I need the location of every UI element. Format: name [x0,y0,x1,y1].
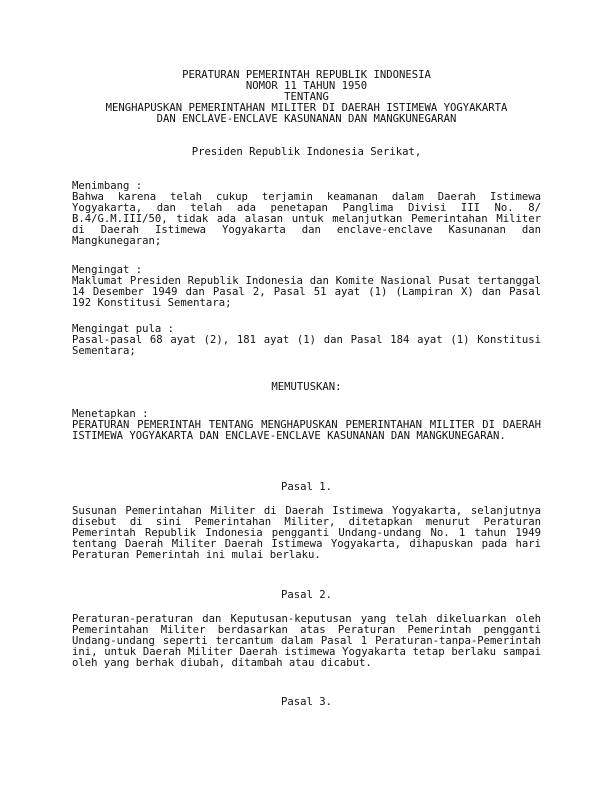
header-subject-line-2: DAN ENCLAVE-ENCLAVE KASUNANAN DAN MANGKUNEGARAN [156,113,457,125]
mengingat-section [72,265,541,309]
mengingat-pula-text: Pasal-pasal 68 ayat (2), 181 ayat (1) dan Pasal 184 ayat (1) Konstitusi Sementara; [72,334,541,357]
pasal-2-title: Pasal 2. [280,589,333,601]
header-subject-line-1: MENGHAPUSKAN PEMERINTAHAN MILITER DI DAERAH ISTIMEWA YOGYAKARTA [105,102,508,114]
menetapkan-section [72,409,541,442]
mengingat-text: Maklumat Presiden Republik Indonesia dan Komite Nasional Pusat tertanggal 14 Desember 1949 dan Pasal 2, Pasal 51 ayat (1) (Lampiran X) dan Pasal 192 Konstitusi Sementara; [72,275,541,309]
mengingat-pula-section [72,324,541,357]
menimbang-label: Menimbang : [72,180,143,192]
header-number-line: NOMOR 11 TAHUN 1950 [245,80,368,92]
mengingat-pula-label: Mengingat pula : [72,323,175,335]
president-line: Presiden Republik Indonesia Serikat, [191,146,422,158]
pasal-3-title: Pasal 3. [280,696,333,708]
pasal-1-text: Susunan Pemerintahan Militer di Daerah Istimewa Yogyakarta, selanjutnya disebut di sini Pemerintahan Militer, ditetapkan menurut Peraturan Pemerintah Republik Indonesia pengganti Undang-undang No. 1 tahun 1949 tentang Daerah Militer Daerah Istimewa Yogyakarta, dihapuskan pada hari Peraturan Pemerintah ini mulai berlaku. [72,505,541,561]
pasal-1-title: Pasal 1. [280,481,333,493]
document-header [72,70,541,125]
memutuskan-heading: MEMUTUSKAN: [271,381,342,393]
menetapkan-label: Menetapkan : [72,408,149,420]
menetapkan-text: PERATURAN PEMERINTAH TENTANG MENGHAPUSKAN PEMERINTAHAN MILITER DI DAERAH ISTIMEWA YOGYAKARTA DAN ENCLAVE-ENCLAVE KASUNANAN DAN MANGKUNEGARAN. [72,419,541,442]
header-tentang-line: TENTANG [284,91,329,103]
header-title-line: PERATURAN PEMERINTAH REPUBLIK INDONESIA [182,69,431,81]
pasal-2-text: Peraturan-peraturan dan Keputusan-keputusan yang telah dikeluarkan oleh Pemerintahan Militer berdasarkan atas Peraturan Pemerintah pengganti Undang-undang seperti tercantum dalam Pasal 1 Peraturan-tanpa-Pemerintah ini, untuk Daerah Militer Daerah istimewa Yogyakarta tetap berlaku sampai oleh yang berhak diubah, ditambah atau dicabut. [72,613,541,669]
mengingat-label: Mengingat : [72,264,143,276]
menimbang-section [72,181,541,247]
menimbang-text: Bahwa karena telah cukup terjamin keamanan dalam Daerah Istimewa Yogyakarta, dan telah ada penetapan Panglima Divisi III No. 8/ B.4/G.M.III/50, tidak ada alasan untuk melanjutkan Pemerintahan Militer di Daerah Istimewa Yogyakarta dan enclave-enclave Kasunanan dan Mangkunegaran; [72,191,541,247]
